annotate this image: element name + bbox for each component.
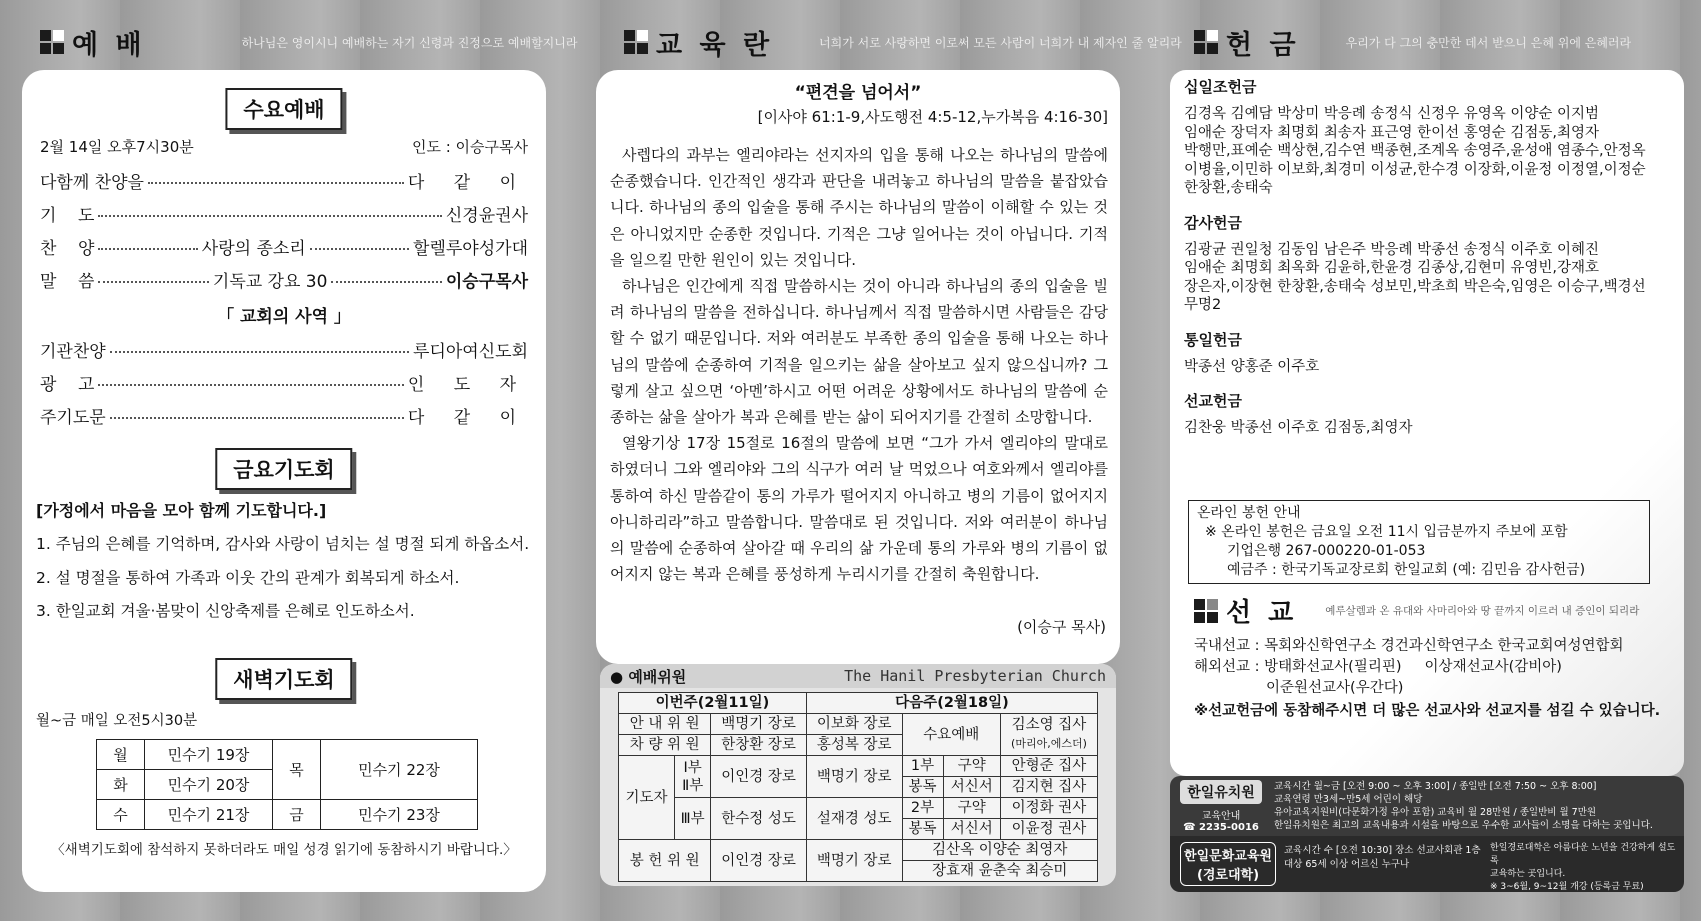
order-label: 다함께 찬양을 <box>40 173 144 193</box>
order-row <box>40 201 528 226</box>
section-title: 십일조헌금 <box>1184 78 1257 96</box>
wed-label: 수요예배 <box>902 714 1000 756</box>
worship-heading: 예 배 <box>72 29 146 61</box>
dawn-time: 월~금 매일 오전5시30분 <box>36 713 198 729</box>
mission-heading: 선 교 <box>1226 598 1298 628</box>
order-row <box>40 267 528 292</box>
senior-line: 한일경로대학은 아름다운 노년을 건강하게 설도록 <box>1490 843 1676 866</box>
education-panel <box>596 70 1120 664</box>
part12 <box>675 756 711 798</box>
name-line: 박종선 양홍준 이주호 <box>1184 358 1320 375</box>
order-row <box>40 234 528 259</box>
wednesday-title: 수요예배 <box>225 88 342 130</box>
table-row <box>619 756 1098 777</box>
section-square-icon <box>624 30 648 54</box>
sermon-author: (이승구 목사) <box>1017 618 1106 636</box>
kinder-badge <box>1180 780 1262 833</box>
offering-heading: 헌 금 <box>1226 29 1300 61</box>
kinder-line: 한일유치원은 최고의 교육내용과 시설을 바탕으로 우수한 교사들이 소명을 다하는 곳입니다. <box>1274 820 1653 831</box>
senior-ad <box>1170 836 1684 892</box>
guide-label: 안 내 위 원 <box>619 714 711 735</box>
part3: Ⅲ부 <box>675 798 711 840</box>
p12-next: 백명기 장로 <box>806 756 902 798</box>
table-cell: 민수기 23장 <box>321 800 478 830</box>
kinder-line: 교육연령 만3세~만5세 어린이 해당 <box>1274 794 1423 805</box>
order-value: 다 같 이 <box>407 173 528 193</box>
wednesday-leader: 인도 : 이승구목사 <box>411 138 528 156</box>
table-cell: 목 <box>273 740 321 800</box>
online-box <box>1188 500 1650 584</box>
senior-badge <box>1180 842 1276 886</box>
mission-domestic: 국내선교 : 목회와신학연구소 경건과신학연구소 한국교회여성연합회 <box>1194 638 1624 654</box>
dot-leader <box>98 248 197 250</box>
sermon-body <box>610 142 1108 587</box>
table-cell: 화 <box>97 770 145 800</box>
kinder-line: 교육시간 월~금 [오전 9:00 ~ 오후 3:00] / 종일반 [오전 7:50 ~ 오후 8:00] <box>1274 781 1597 792</box>
s1-nt: 김지현 집사 <box>1000 777 1097 798</box>
order-middle: 사랑의 종소리 <box>201 239 306 259</box>
serve-label: 봉독 <box>902 819 943 840</box>
name-line: 한창환,송태숙 <box>1184 180 1273 196</box>
wed-leader: 김소영 집사 <box>1011 717 1087 733</box>
senior-name1: 한일문화교육원 <box>1184 849 1272 864</box>
name-line: 임애순 최명회 최옥화 김윤하,한윤경 김종상,김현미 유영빈,강재호 <box>1184 260 1600 276</box>
section-square-icon <box>1194 599 1218 623</box>
mission-overseas2: 이준원선교사(우간다) <box>1266 680 1404 696</box>
wed-name <box>1000 714 1097 756</box>
mission-motto: 예루살렘과 온 유대와 사마리아와 땅 끝까지 이르러 내 증인이 되리라 <box>1325 605 1640 617</box>
kinder-phone: ☎ 2235-0016 <box>1183 822 1259 833</box>
table-cell: 민수기 22장 <box>321 740 478 800</box>
worship-header <box>40 22 577 62</box>
sermon-paragraph: 하나님은 인간에게 직접 말씀하시는 것이 아니라 하나님의 종의 입술을 빌려 하나님의 말씀을 전하십니다. 하나님께서 직접 말씀하시면 사람들은 감당할 수 없기 때문입니다. 저와 여러분도 부족한 종의 입술을 통해 나오는 하나님의 말씀에 순종하여 기적을 일으키는 삶을 살아보고 싶지 않으십니까? 그렇게 살고 싶으면 ‘아멘’하시고 어떤 어려운 상황에서도 하나님의 말씀에 순종하는 삶을 살아가 복과 은혜를 받는 삶이 되어지기를 간절히 소망합니다. <box>610 277 1108 427</box>
part1: Ⅰ부 <box>683 759 702 776</box>
friday-prayer: 3. 한일교회 겨울·봄맞이 신앙축제를 은혜로 인도하소서. <box>36 602 415 620</box>
order-label: 광 고 <box>40 375 95 395</box>
s2-nt: 이윤정 권사 <box>1000 819 1097 840</box>
table-row <box>619 798 1098 819</box>
table-row <box>97 800 478 830</box>
name-line: 임애순 장덕자 최명회 최송자 표근영 한이선 홍영순 김점동,최영자 <box>1184 124 1600 141</box>
sermon-title: “편견을 넘어서” <box>794 83 922 103</box>
kinder-line: 유아교육지원비(다문화가정 유아 포함) 교육비 월 28만원 / 종일반비 월 7만원 <box>1274 807 1597 818</box>
order-label: 말 씀 <box>40 272 95 292</box>
order-value: 신경윤권사 <box>445 206 528 226</box>
ot-word: 구약 <box>943 798 1000 819</box>
this-week-header: 이번주(2월11일) <box>619 693 807 714</box>
committee-panel <box>600 664 1116 886</box>
dot-leader <box>110 351 409 353</box>
p12-this: 이인경 장로 <box>711 756 807 798</box>
guide-next: 이보화 장로 <box>806 714 902 735</box>
senior-line: 교육하는 곳입니다. <box>1490 869 1566 879</box>
order-value: 인 도 자 <box>407 375 528 395</box>
committee-table <box>618 692 1098 882</box>
p3-this: 한수정 성도 <box>711 798 807 840</box>
education-motto: 너희가 서로 사랑하면 이로써 모든 사람이 너희가 내 제자인 줄 알리라 <box>819 35 1182 50</box>
dawn-table <box>96 739 478 830</box>
order-row <box>40 403 528 428</box>
senior-line: ※ 3~6월, 9~12월 개강 (등록금 무료) <box>1490 882 1644 892</box>
friday-title: 금요기도회 <box>215 448 352 490</box>
wed-leader-sub: (마리아,에스더) <box>1011 737 1087 750</box>
guide-this: 백명기 장로 <box>711 714 807 735</box>
senior-name2: (경로대학) <box>1196 868 1260 883</box>
section-title: 감사헌금 <box>1184 213 1242 232</box>
offering-sections <box>1184 76 1676 438</box>
dot-leader <box>110 417 404 419</box>
name-line: 박행만,표예순 백상현,김수연 백종현,조계옥 송영주,윤성애 염종수,안정옥 <box>1184 143 1646 159</box>
car-next: 홍성복 장로 <box>806 735 902 756</box>
thanks-section <box>1184 212 1676 315</box>
kinder-info <box>1274 780 1653 832</box>
sermon-paragraph: 열왕기상 17장 15절로 16절의 말씀에 보면 “그가 가서 엘리야의 말대로 하였더니 그와 엘리야와 그의 식구가 여러 날 먹었으나 여호와께서 엘리야를 통하여 하신 말씀같이 통의 가루가 떨어지지 아니하고 병의 기름이 없어지지 아니하리라”하고 말씀합니다. 말씀대로 된 것입니다. 저와 여러분이 하나님의 말씀에 순종하여 살아갈 때 우리의 삶 가운데 통의 가루와 병의 기름이 없어지지 않는 복과 은혜를 풍성하게 누리시기를 간절히 축원합니다. <box>610 434 1108 584</box>
p3-next: 설재경 성도 <box>806 798 902 840</box>
off-next: 백명기 장로 <box>806 840 902 882</box>
section-square-icon <box>40 30 64 54</box>
table-row <box>619 693 1098 714</box>
offering-motto: 우리가 다 그의 충만한 데서 받으니 은혜 위에 은혜러라 <box>1345 35 1632 50</box>
education-header <box>624 22 1182 62</box>
senior-line: 교육시간 수 [오전 10:30] 장소 선교사회관 1층 <box>1284 845 1481 856</box>
dot-leader <box>98 215 441 217</box>
order-middle: 기독교 강요 30 <box>212 272 328 292</box>
order-value: 할렐루야성가대 <box>413 239 528 259</box>
off-this: 이인경 장로 <box>711 840 807 882</box>
mission-subtitle: 「 교회의 사역 」 <box>217 307 351 327</box>
online-bank: 기업은행 267-000220-01-053 <box>1227 543 1426 559</box>
senior-info-right <box>1490 842 1684 894</box>
table-cell: 금 <box>273 800 321 830</box>
order-label: 찬 양 <box>40 239 95 259</box>
s1-ot: 안형준 집사 <box>1000 756 1097 777</box>
section-title: 선교헌금 <box>1184 392 1242 410</box>
table-row <box>619 840 1098 861</box>
friday-prayer: 2. 설 명절을 통하여 가족과 이웃 간의 관계가 회복되게 하소서. <box>36 569 460 587</box>
tithe-section <box>1184 76 1676 198</box>
table-cell: 수 <box>97 800 145 830</box>
car-label: 차 량 위 원 <box>619 735 711 756</box>
worship-motto: 하나님은 영이시니 예배하는 자기 신령과 진정으로 예배할지니라 <box>241 35 578 50</box>
kinder-sub: 교육안내 <box>1201 811 1241 822</box>
name-line: 김경옥 김예담 박상미 박응례 송정식 신정우 유영옥 이양순 이지범 <box>1184 106 1600 122</box>
senior-line: 대상 65세 이상 어르신 누구나 <box>1284 859 1410 870</box>
dot-leader <box>310 248 409 250</box>
friday-subtitle: [가정에서 마음을 모아 함께 기도합니다.] <box>36 501 327 520</box>
name-line: 무명2 <box>1184 297 1222 313</box>
name-line: 이병율,이민하 이보화,최경미 이성균,한수경 이장화,이윤정 이정열,이정순 <box>1184 161 1646 178</box>
mission-header <box>1194 592 1639 629</box>
offering-label: 봉 헌 위 원 <box>619 840 711 882</box>
kinder-name: 한일유치원 <box>1180 780 1262 804</box>
unification-section <box>1184 329 1676 377</box>
order-row <box>40 337 528 362</box>
friday-prayer: 1. 주님의 은혜를 기억하며, 감사와 사랑이 넘치는 설 명절 되게 하옵소서. <box>36 535 530 553</box>
wednesday-date: 2월 14일 오후7시30분 <box>40 138 194 156</box>
sermon-reference: [이사야 61:1-9,사도행전 4:5-12,누가복음 4:16-30] <box>757 108 1108 126</box>
education-heading: 교 육 란 <box>656 29 774 61</box>
mission-offering-section <box>1184 390 1676 438</box>
s2-ot: 이정화 권사 <box>1000 798 1097 819</box>
serve1: 1부 <box>902 756 943 777</box>
wednesday-date-row <box>40 136 528 157</box>
section-title: 통일헌금 <box>1184 330 1242 349</box>
online-note: ※ 온라인 봉헌은 금요일 오전 11시 입금분까지 주보에 포함 <box>1205 524 1568 540</box>
dawn-note: 〈새벽기도회에 참석하지 못하더라도 매일 성경 읽기에 동참하시기 바랍니다.〉 <box>51 842 517 858</box>
table-cell: 월 <box>97 740 145 770</box>
committee-header <box>600 664 1116 688</box>
serve-label: 봉독 <box>902 777 943 798</box>
sermon-paragraph: 사렙다의 과부는 엘리야라는 선지자의 입을 통해 나오는 하나님의 말씀에 순종했습니다. 인간적인 생각과 판단을 내려놓고 하나님의 말씀을 붙잡았습니다. 하나님의 종의 입술을 통해 주시는 하나님의 말씀이 이해할 수 있는 것은 아니었지만 순종한 것입니다. 기적은 그냥 일어나는 것이 아닙니다. 기적을 일으킬 만한 원인이 있는 것입니다. <box>610 146 1108 269</box>
off-names2: 장효재 윤춘숙 최승미 <box>902 861 1097 882</box>
table-cell: 민수기 20장 <box>145 770 273 800</box>
table-row <box>619 714 1098 735</box>
offering-panel <box>1170 70 1684 776</box>
order-label: 주기도문 <box>40 408 106 428</box>
church-name: The Hanil Presbyterian Church <box>844 667 1106 685</box>
online-holder: 예금주 : 한국기독교장로회 한일교회 (예: 김민음 감사헌금) <box>1227 562 1586 578</box>
car-this: 한창환 장로 <box>711 735 807 756</box>
ot-word: 구약 <box>943 756 1000 777</box>
off-names1: 김산옥 이양순 최영자 <box>902 840 1097 861</box>
serve2: 2부 <box>902 798 943 819</box>
order-label: 기 도 <box>40 206 95 226</box>
dot-leader <box>98 384 403 386</box>
worship-panel <box>22 70 546 892</box>
next-week-header: 다음주(2월18일) <box>806 693 1097 714</box>
mission-appeal: ※선교헌금에 동참해주시면 더 많은 선교사와 선교지를 섬길 수 있습니다. <box>1194 703 1661 719</box>
dot-leader <box>148 182 404 184</box>
nt-word: 서신서 <box>943 777 1000 798</box>
dot-leader <box>331 281 441 283</box>
part2: Ⅱ부 <box>682 777 704 794</box>
mission-overseas: 해외선교 : 방태화선교사(필리핀) 이상재선교사(감비아) <box>1194 659 1562 675</box>
order-row <box>40 370 528 395</box>
nt-word: 서신서 <box>943 819 1000 840</box>
dawn-title: 새벽기도회 <box>215 658 352 700</box>
order-row <box>40 168 528 193</box>
order-value: 다 같 이 <box>407 408 528 428</box>
online-title: 온라인 봉헌 안내 <box>1197 505 1301 521</box>
order-label: 기관찬양 <box>40 342 106 362</box>
committee-title-text: 예배위원 <box>628 667 687 686</box>
prayer-label: 기도자 <box>619 756 675 840</box>
table-row <box>97 740 478 770</box>
order-value: 루디아여신도회 <box>413 342 528 362</box>
committee-title: ● 예배위원 <box>610 667 687 686</box>
table-cell: 민수기 19장 <box>145 740 273 770</box>
name-line: 김찬웅 박종선 이주호 김점동,최영자 <box>1184 420 1413 436</box>
name-line: 김광균 권일청 김동임 남은주 박응례 박종선 송정식 이주호 이혜진 <box>1184 241 1600 258</box>
dot-leader <box>98 281 208 283</box>
table-cell: 민수기 21장 <box>145 800 273 830</box>
offering-header <box>1194 22 1631 62</box>
section-square-icon <box>1194 30 1218 54</box>
senior-info <box>1284 844 1481 872</box>
order-value: 이승구목사 <box>445 272 528 292</box>
kinder-ad <box>1170 776 1684 836</box>
name-line: 장은자,이장현 한창환,송태숙 성보민,박초희 박은숙,임영은 이승구,백경선 <box>1184 278 1646 295</box>
